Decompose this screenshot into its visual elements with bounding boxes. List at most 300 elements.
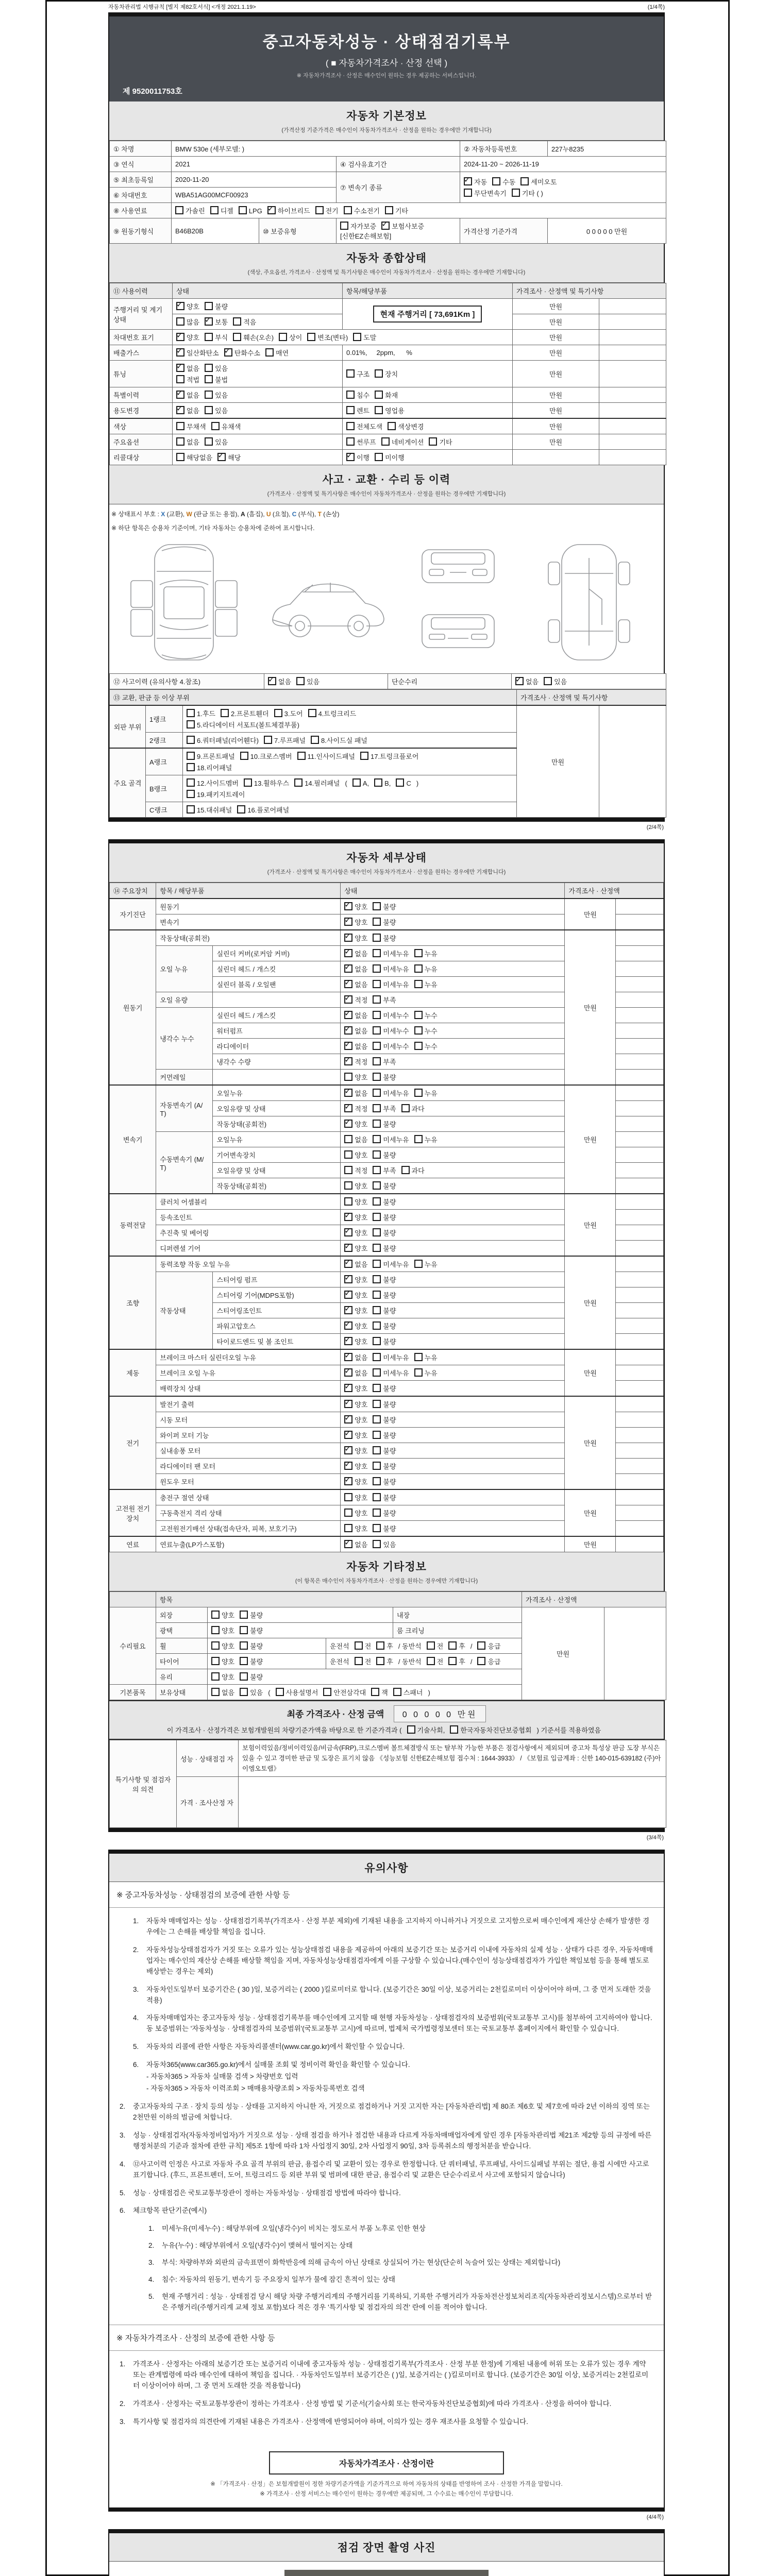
checkbox-option[interactable]: [346, 421, 382, 431]
checkbox-option[interactable]: [344, 1275, 367, 1284]
checkbox-option[interactable]: [344, 1212, 367, 1222]
checkbox[interactable]: [344, 1431, 352, 1439]
checkbox-option[interactable]: [344, 1523, 367, 1533]
checkbox-option[interactable]: [414, 964, 438, 974]
checkbox-option[interactable]: [344, 1446, 367, 1455]
checkbox-option[interactable]: [373, 1197, 396, 1207]
checkbox-option[interactable]: [373, 1523, 396, 1533]
checkbox-option[interactable]: [187, 789, 245, 799]
checkbox[interactable]: [344, 1011, 352, 1019]
checkbox-option[interactable]: [414, 1026, 438, 1036]
checkbox-option[interactable]: [344, 902, 367, 911]
checkbox[interactable]: [373, 1166, 381, 1174]
checkbox-option[interactable]: [276, 1687, 318, 1697]
checkbox[interactable]: [520, 177, 529, 185]
checkbox-option[interactable]: [344, 1368, 367, 1378]
checkbox-option[interactable]: [211, 421, 241, 431]
checkbox[interactable]: [373, 1260, 381, 1268]
checkbox[interactable]: [323, 1688, 331, 1696]
checkbox-option[interactable]: [344, 1477, 367, 1486]
checkbox-option[interactable]: [344, 1430, 367, 1440]
checkbox[interactable]: [373, 1477, 381, 1485]
checkbox[interactable]: [427, 1657, 435, 1665]
checkbox-option[interactable]: [520, 177, 557, 187]
checkbox[interactable]: [414, 1353, 423, 1361]
checkbox[interactable]: [237, 805, 245, 814]
checkbox[interactable]: [373, 1244, 381, 1252]
checkbox[interactable]: [346, 369, 355, 378]
checkbox[interactable]: [240, 1657, 248, 1665]
checkbox[interactable]: [344, 1244, 352, 1252]
checkbox[interactable]: [373, 1120, 381, 1128]
checkbox-option[interactable]: [429, 437, 452, 447]
checkbox[interactable]: [307, 333, 315, 341]
checkbox-option[interactable]: [237, 805, 289, 815]
checkbox[interactable]: [205, 302, 213, 310]
checkbox[interactable]: [315, 206, 324, 214]
checkbox-option[interactable]: [176, 452, 212, 462]
checkbox[interactable]: [373, 1384, 381, 1392]
checkbox-option[interactable]: [205, 332, 228, 342]
checkbox-option[interactable]: [477, 1641, 500, 1651]
checkbox-option[interactable]: [373, 1539, 396, 1549]
checkbox[interactable]: [346, 453, 355, 461]
checkbox[interactable]: [211, 1641, 220, 1650]
checkbox-option[interactable]: [344, 1321, 367, 1331]
checkbox[interactable]: [176, 437, 184, 446]
checkbox-option[interactable]: [414, 1041, 438, 1051]
checkbox[interactable]: [176, 364, 184, 372]
checkbox-option[interactable]: [448, 1641, 465, 1651]
checkbox[interactable]: [450, 1725, 458, 1734]
checkbox-option[interactable]: [427, 1641, 444, 1651]
checkbox[interactable]: [294, 778, 303, 787]
checkbox-option[interactable]: [344, 1181, 367, 1191]
checkbox[interactable]: [211, 1657, 220, 1665]
checkbox-option[interactable]: [344, 1336, 367, 1346]
checkbox[interactable]: [373, 1415, 381, 1423]
checkbox-option[interactable]: [373, 1181, 396, 1191]
checkbox[interactable]: [344, 1135, 352, 1143]
checkbox-option[interactable]: [176, 421, 206, 431]
checkbox[interactable]: [344, 1275, 352, 1283]
checkbox-option[interactable]: [414, 1352, 438, 1362]
checkbox[interactable]: [344, 995, 352, 1004]
checkbox-option[interactable]: [414, 1088, 438, 1098]
checkbox[interactable]: [414, 1026, 423, 1035]
checkbox[interactable]: [344, 918, 352, 926]
checkbox[interactable]: [279, 333, 287, 341]
checkbox[interactable]: [205, 364, 213, 372]
checkbox-option[interactable]: [373, 1259, 409, 1269]
checkbox-option[interactable]: [267, 206, 310, 215]
checkbox[interactable]: [344, 1291, 352, 1299]
checkbox-option[interactable]: [344, 1383, 367, 1393]
checkbox[interactable]: [346, 391, 355, 399]
checkbox-option[interactable]: [512, 188, 543, 198]
checkbox[interactable]: [274, 709, 282, 717]
checkbox-option[interactable]: [344, 1165, 367, 1175]
checkbox[interactable]: [344, 980, 352, 988]
checkbox-option[interactable]: [427, 1656, 444, 1666]
checkbox[interactable]: [492, 177, 500, 185]
checkbox[interactable]: [176, 333, 184, 341]
checkbox-option[interactable]: [344, 206, 380, 215]
checkbox[interactable]: [344, 1057, 352, 1065]
checkbox-option[interactable]: [373, 1212, 396, 1222]
checkbox-option[interactable]: [373, 1446, 396, 1455]
checkbox[interactable]: [233, 317, 241, 326]
checkbox-option[interactable]: [176, 317, 199, 327]
checkbox-option[interactable]: [217, 452, 241, 462]
checkbox[interactable]: [373, 902, 381, 910]
checkbox-option[interactable]: [268, 676, 291, 686]
checkbox[interactable]: [414, 1011, 423, 1019]
checkbox-option[interactable]: [375, 390, 398, 400]
checkbox-option[interactable]: [360, 751, 418, 761]
checkbox-option[interactable]: [346, 390, 369, 400]
checkbox-option[interactable]: [240, 1625, 263, 1635]
checkbox[interactable]: [373, 1042, 381, 1050]
checkbox[interactable]: [414, 1042, 423, 1050]
checkbox-option[interactable]: [344, 1415, 367, 1425]
checkbox[interactable]: [381, 437, 390, 446]
checkbox-option[interactable]: [375, 452, 405, 462]
checkbox-option[interactable]: [205, 405, 228, 415]
checkbox[interactable]: [360, 752, 368, 760]
checkbox-option[interactable]: [176, 390, 199, 400]
checkbox-option[interactable]: [344, 917, 367, 927]
checkbox-option[interactable]: [205, 317, 228, 327]
checkbox[interactable]: [464, 189, 472, 197]
checkbox[interactable]: [264, 736, 272, 744]
checkbox[interactable]: [211, 1611, 220, 1619]
checkbox[interactable]: [373, 1291, 381, 1299]
checkbox-option[interactable]: [240, 1656, 263, 1666]
checkbox[interactable]: [176, 391, 184, 399]
checkbox[interactable]: [205, 406, 213, 414]
checkbox-option[interactable]: [414, 1134, 438, 1144]
checkbox[interactable]: [344, 1181, 352, 1190]
checkbox[interactable]: [344, 964, 352, 973]
checkbox[interactable]: [240, 752, 248, 760]
checkbox-option[interactable]: [187, 751, 235, 761]
checkbox[interactable]: [376, 1641, 384, 1650]
checkbox-option[interactable]: [373, 1134, 409, 1144]
checkbox[interactable]: [373, 980, 381, 988]
checkbox[interactable]: [344, 1166, 352, 1174]
checkbox[interactable]: [210, 206, 219, 214]
checkbox[interactable]: [448, 1641, 457, 1650]
checkbox-option[interactable]: [344, 1243, 367, 1253]
checkbox[interactable]: [344, 1073, 352, 1081]
checkbox-option[interactable]: [385, 206, 408, 215]
checkbox-option[interactable]: [464, 177, 487, 187]
checkbox[interactable]: [414, 1135, 423, 1143]
checkbox-option[interactable]: [279, 332, 302, 342]
checkbox-option[interactable]: [274, 708, 303, 718]
checkbox-option[interactable]: [355, 1641, 372, 1651]
checkbox[interactable]: [344, 1042, 352, 1050]
checkbox[interactable]: [373, 1509, 381, 1517]
checkbox[interactable]: [374, 778, 382, 787]
checkbox-option[interactable]: [373, 1088, 409, 1098]
checkbox[interactable]: [355, 1657, 363, 1665]
checkbox[interactable]: [187, 763, 195, 771]
checkbox-option[interactable]: [308, 708, 357, 718]
checkbox-option[interactable]: [381, 221, 424, 231]
checkbox-option[interactable]: [187, 762, 232, 772]
checkbox-option[interactable]: [353, 332, 376, 342]
checkbox-option[interactable]: [187, 778, 239, 788]
checkbox-option[interactable]: [373, 1368, 409, 1378]
checkbox-option[interactable]: [373, 1461, 396, 1471]
checkbox[interactable]: [344, 1150, 352, 1159]
checkbox-option[interactable]: [221, 708, 269, 718]
checkbox[interactable]: [239, 206, 247, 214]
checkbox[interactable]: [297, 752, 306, 760]
checkbox-option[interactable]: [373, 933, 396, 943]
checkbox[interactable]: [346, 437, 355, 446]
checkbox-option[interactable]: [373, 1321, 396, 1331]
checkbox[interactable]: [233, 333, 241, 341]
checkbox-option[interactable]: [239, 206, 262, 215]
checkbox-option[interactable]: [381, 437, 424, 447]
checkbox-option[interactable]: [176, 332, 199, 342]
checkbox[interactable]: [414, 949, 423, 957]
checkbox[interactable]: [176, 317, 184, 326]
checkbox[interactable]: [344, 1026, 352, 1035]
checkbox[interactable]: [268, 677, 276, 685]
checkbox-option[interactable]: [477, 1656, 500, 1666]
checkbox-option[interactable]: [344, 1088, 367, 1098]
checkbox-option[interactable]: [373, 1165, 396, 1175]
checkbox[interactable]: [373, 1213, 381, 1221]
checkbox[interactable]: [344, 1353, 352, 1361]
checkbox[interactable]: [371, 1688, 379, 1696]
checkbox[interactable]: [373, 1275, 381, 1283]
checkbox[interactable]: [373, 1353, 381, 1361]
checkbox[interactable]: [211, 1626, 220, 1634]
checkbox-option[interactable]: [311, 735, 367, 745]
checkbox[interactable]: [224, 348, 232, 357]
checkbox[interactable]: [187, 720, 195, 728]
checkbox[interactable]: [407, 1725, 415, 1734]
checkbox-option[interactable]: [414, 948, 438, 958]
checkbox-option[interactable]: [294, 778, 340, 788]
checkbox-option[interactable]: [344, 964, 367, 974]
checkbox[interactable]: [355, 1641, 363, 1650]
checkbox[interactable]: [512, 189, 520, 197]
checkbox-option[interactable]: [373, 948, 409, 958]
checkbox[interactable]: [344, 1415, 352, 1423]
checkbox[interactable]: [344, 1306, 352, 1314]
checkbox-option[interactable]: [373, 1119, 396, 1129]
checkbox[interactable]: [344, 1089, 352, 1097]
checkbox-option[interactable]: [344, 1259, 367, 1269]
checkbox[interactable]: [240, 1672, 248, 1681]
checkbox-option[interactable]: [240, 1672, 263, 1682]
checkbox[interactable]: [311, 736, 319, 744]
checkbox-option[interactable]: [373, 979, 409, 989]
checkbox[interactable]: [381, 222, 390, 230]
checkbox-option[interactable]: [187, 720, 299, 730]
checkbox-option[interactable]: [373, 917, 396, 927]
checkbox-option[interactable]: [244, 778, 289, 788]
checkbox-option[interactable]: [344, 1134, 367, 1144]
checkbox[interactable]: [344, 949, 352, 957]
checkbox-option[interactable]: [373, 1352, 409, 1362]
checkbox-option[interactable]: [211, 1687, 234, 1697]
checkbox-option[interactable]: [373, 1057, 396, 1066]
checkbox-option[interactable]: [211, 1625, 234, 1635]
checkbox[interactable]: [373, 1026, 381, 1035]
checkbox[interactable]: [373, 995, 381, 1004]
checkbox[interactable]: [187, 778, 195, 787]
checkbox-option[interactable]: [240, 751, 292, 761]
checkbox[interactable]: [296, 677, 305, 685]
checkbox[interactable]: [187, 752, 195, 760]
checkbox-option[interactable]: [344, 933, 367, 943]
checkbox-option[interactable]: [323, 1687, 366, 1697]
checkbox-option[interactable]: [355, 1656, 372, 1666]
checkbox-option[interactable]: [374, 778, 391, 787]
checkbox[interactable]: [464, 177, 472, 185]
checkbox[interactable]: [344, 1368, 352, 1377]
checkbox-option[interactable]: [373, 1072, 396, 1082]
checkbox-option[interactable]: [344, 1119, 367, 1129]
checkbox[interactable]: [373, 1089, 381, 1097]
checkbox-option[interactable]: [240, 1687, 263, 1697]
checkbox[interactable]: [414, 1368, 423, 1377]
checkbox[interactable]: [240, 1641, 248, 1650]
checkbox-option[interactable]: [373, 1508, 396, 1518]
checkbox-option[interactable]: [414, 1010, 438, 1020]
checkbox[interactable]: [344, 1540, 352, 1548]
checkbox[interactable]: [373, 1011, 381, 1019]
checkbox[interactable]: [211, 1672, 220, 1681]
checkbox-option[interactable]: [344, 1306, 367, 1315]
checkbox-option[interactable]: [344, 1228, 367, 1238]
checkbox-option[interactable]: [373, 995, 396, 1005]
checkbox[interactable]: [205, 437, 213, 446]
checkbox-option[interactable]: [176, 363, 199, 373]
checkbox[interactable]: [373, 1228, 381, 1236]
checkbox-option[interactable]: [373, 1104, 396, 1113]
checkbox-option[interactable]: [240, 1641, 263, 1651]
checkbox-option[interactable]: [205, 375, 228, 384]
checkbox[interactable]: [414, 980, 423, 988]
checkbox[interactable]: [373, 1181, 381, 1190]
checkbox-option[interactable]: [344, 1150, 367, 1160]
checkbox[interactable]: [344, 1213, 352, 1221]
checkbox[interactable]: [393, 1688, 401, 1696]
checkbox[interactable]: [373, 1073, 381, 1081]
checkbox[interactable]: [344, 1104, 352, 1112]
checkbox-option[interactable]: [211, 1672, 234, 1682]
checkbox-option[interactable]: [414, 979, 438, 989]
checkbox[interactable]: [401, 1104, 410, 1112]
checkbox-option[interactable]: [375, 405, 405, 415]
checkbox-option[interactable]: [373, 902, 396, 911]
checkbox[interactable]: [344, 1446, 352, 1454]
checkbox[interactable]: [373, 1431, 381, 1439]
checkbox[interactable]: [373, 949, 381, 957]
checkbox[interactable]: [211, 1688, 220, 1696]
checkbox[interactable]: [373, 1057, 381, 1065]
checkbox-option[interactable]: [297, 751, 355, 761]
checkbox[interactable]: [427, 1641, 435, 1650]
checkbox-option[interactable]: [344, 1197, 367, 1207]
checkbox[interactable]: [376, 1657, 384, 1665]
checkbox[interactable]: [373, 1197, 381, 1206]
checkbox[interactable]: [429, 437, 437, 446]
checkbox-option[interactable]: [346, 369, 369, 379]
checkbox[interactable]: [414, 1260, 423, 1268]
checkbox[interactable]: [375, 369, 383, 378]
checkbox-option[interactable]: [340, 221, 376, 231]
checkbox-option[interactable]: [373, 1493, 396, 1502]
checkbox[interactable]: [344, 1400, 352, 1408]
checkbox-option[interactable]: [464, 188, 507, 198]
checkbox-option[interactable]: [344, 1352, 367, 1362]
checkbox-option[interactable]: [187, 805, 232, 815]
checkbox[interactable]: [308, 709, 316, 717]
checkbox-option[interactable]: [401, 1104, 425, 1113]
checkbox[interactable]: [176, 375, 184, 383]
checkbox-option[interactable]: [414, 1368, 438, 1378]
checkbox[interactable]: [340, 222, 348, 230]
checkbox-option[interactable]: [344, 1026, 367, 1036]
checkbox-option[interactable]: [344, 1399, 367, 1409]
checkbox[interactable]: [375, 391, 383, 399]
checkbox[interactable]: [373, 1150, 381, 1159]
checkbox[interactable]: [344, 1493, 352, 1501]
checkbox-option[interactable]: [211, 1641, 234, 1651]
checkbox[interactable]: [240, 1626, 248, 1634]
checkbox-option[interactable]: [373, 1275, 396, 1284]
checkbox[interactable]: [176, 406, 184, 414]
checkbox[interactable]: [344, 1260, 352, 1268]
checkbox[interactable]: [353, 333, 361, 341]
checkbox-option[interactable]: [448, 1656, 465, 1666]
checkbox-option[interactable]: [344, 1010, 367, 1020]
checkbox-option[interactable]: [373, 1228, 396, 1238]
checkbox-option[interactable]: [346, 405, 369, 415]
checkbox-option[interactable]: [205, 301, 228, 311]
checkbox[interactable]: [344, 934, 352, 942]
checkbox-option[interactable]: [187, 708, 215, 718]
checkbox-option[interactable]: [264, 735, 306, 745]
checkbox[interactable]: [373, 1135, 381, 1143]
checkbox-option[interactable]: [373, 1477, 396, 1486]
checkbox[interactable]: [221, 709, 229, 717]
checkbox[interactable]: [373, 964, 381, 973]
checkbox[interactable]: [373, 1337, 381, 1345]
checkbox-option[interactable]: [373, 1041, 409, 1051]
checkbox[interactable]: [344, 1384, 352, 1392]
checkbox[interactable]: [344, 206, 352, 214]
checkbox-option[interactable]: [233, 332, 274, 342]
checkbox-option[interactable]: [205, 390, 228, 400]
checkbox-option[interactable]: [344, 1057, 367, 1066]
checkbox[interactable]: [373, 1524, 381, 1532]
checkbox-option[interactable]: [388, 421, 424, 431]
checkbox-option[interactable]: [344, 1461, 367, 1471]
checkbox[interactable]: [401, 1166, 410, 1174]
checkbox[interactable]: [176, 422, 184, 430]
checkbox-option[interactable]: [205, 363, 228, 373]
